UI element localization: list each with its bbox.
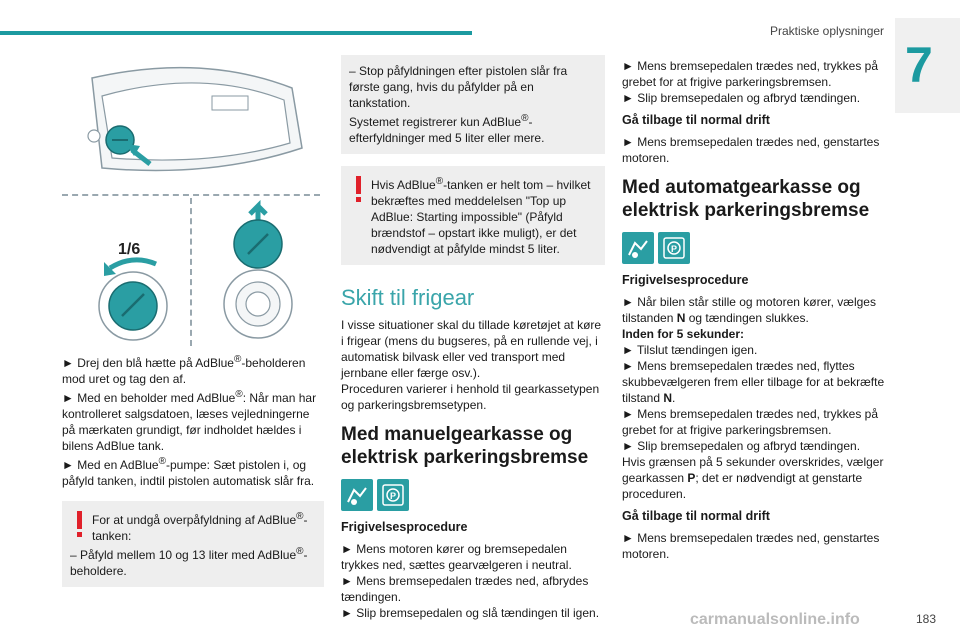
figure-divider-horizontal xyxy=(62,194,320,196)
automatic-gearbox-icon xyxy=(622,232,654,264)
note-box: – Stop påfyldningen efter pistolen slår fra første gang, hvis du påfylder på en tankstation. Systemet registrerer kun AdBlue®-efterfyldninger med 5 liter eller mere. xyxy=(341,55,605,154)
column-left xyxy=(62,352,324,587)
icon-row xyxy=(341,479,605,511)
warning-box: For at undgå overpåfyldning af AdBlue®-tanken: – Påfyld mellem 10 og 13 liter med AdBlue®-beholdere. xyxy=(62,501,324,587)
parking-brake-icon xyxy=(658,232,690,264)
chapter-number: 7 xyxy=(905,37,933,93)
section-heading: Skift til frigear xyxy=(341,285,475,310)
svg-text:P: P xyxy=(390,491,397,501)
subsection-heading: Med automatgearkasse og elektrisk parkeringsbremse xyxy=(622,177,870,221)
cap-lift-illustration xyxy=(220,200,310,346)
figure-divider-vertical xyxy=(190,198,192,346)
watermark: carmanualsonline.info xyxy=(690,611,860,628)
svg-text:P: P xyxy=(671,244,678,254)
manual-gearbox-icon xyxy=(341,479,373,511)
header-accent-bar xyxy=(0,31,472,35)
column-middle: – Stop påfyldningen efter pistolen slår fra første gang, hvis du påfylder på en tankstation. Systemet registrerer kun AdBlue®-efterfyldninger med 5 liter eller mere. Hvis AdBlue®-tanken er helt tom – hvilket bekræftes med meddelelsen "Top up AdBlue: Starting impossible" (Påfyld brændstof – opstart ikke muligt), er det nødvendigt at påfylde mindst 5 liter. Skift til frigear I visse situationer skal du tillade køretøjet at køre i frigear (mens du bugseres, på en rullende vej, i automatisk bilvask eller ved transport med jernbane eller færge osv.). Proceduren varierer i henhold til gearkassetypen og parkeringsbremsetypen. Med manuelgearkasse og elektrisk parkeringsbremse P Frigivelsesprocedure ► Mens motoren kører og bremsepedalen trykkes ned, sættes gearvælgeren i neutral. ► Mens bremsepedalen trædes ned, afbrydes tændingen. ► Slip bremsepedalen og slå tændingen til igen. xyxy=(341,55,605,621)
fraction-label: 1/6 xyxy=(118,241,141,258)
warning-box: Hvis AdBlue®-tanken er helt tom – hvilket bekræftes med meddelelsen "Top up AdBlue: Starting impossible" (Påfyld brændstof – opstart ikke muligt), er det nødvendigt at påfylde mindst 5 liter. xyxy=(341,166,605,265)
page-number: 183 xyxy=(916,612,937,626)
icon-row xyxy=(622,232,890,264)
warning-icon xyxy=(70,509,90,539)
instruction-item: ► Drej den blå hætte på AdBlue®-beholderen mod uret og tag den af. xyxy=(62,354,306,386)
column-right: ► Mens bremsepedalen trædes ned, trykkes på grebet for at frigive parkeringsbremsen. ► Slip bremsepedalen og afbryd tændingen. Gå tilbage til normal drift ► Mens bremsepedalen trædes ned, genstartes motoren. Med automatgearkasse og elektrisk parkeringsbremse P Frigivelsesprocedure ► Når bilen står stille og motoren kører, vælges tilstanden N og tændingen slukkes. Inden for 5 sekunder: ► Tilslut tændingen igen. ► Mens bremsepedalen trædes ned, flyttes skubbevælgeren frem eller tilbage for at bekræfte tilstand N. ► Mens bremsepedalen trædes ned, trykkes på grebet for at frigive parkeringsbremsen. ► Slip bremsepedalen og afbryd tændingen. Hvis grænsen på 5 sekunder overskrides, vælger gearkassen P; det er nødvendigt at genstarte proceduren. Gå tilbage til normal drift ► Mens bremsepedalen trædes ned, genstartes motoren. xyxy=(622,58,890,562)
section-title: Praktiske oplysninger xyxy=(770,24,885,38)
cap-turn-illustration xyxy=(88,234,178,346)
warning-icon xyxy=(349,174,369,204)
parking-brake-icon xyxy=(377,479,409,511)
instruction-item: ► Med en AdBlue®-pumpe: Sæt pistolen i, og påfyld tanken, indtil pistolen automatisk slår fra. xyxy=(62,456,315,488)
instruction-item: ► Med en beholder med AdBlue®: Når man har kontrolleret salgsdatoen, læses vejledningerne på mærkaten grundigt, før indholdet hældes i bilens AdBlue tank. xyxy=(62,389,317,453)
subsection-heading: Med manuelgearkasse og elektrisk parkeringsbremse xyxy=(341,424,589,468)
adblue-cap-illustration xyxy=(62,58,322,190)
